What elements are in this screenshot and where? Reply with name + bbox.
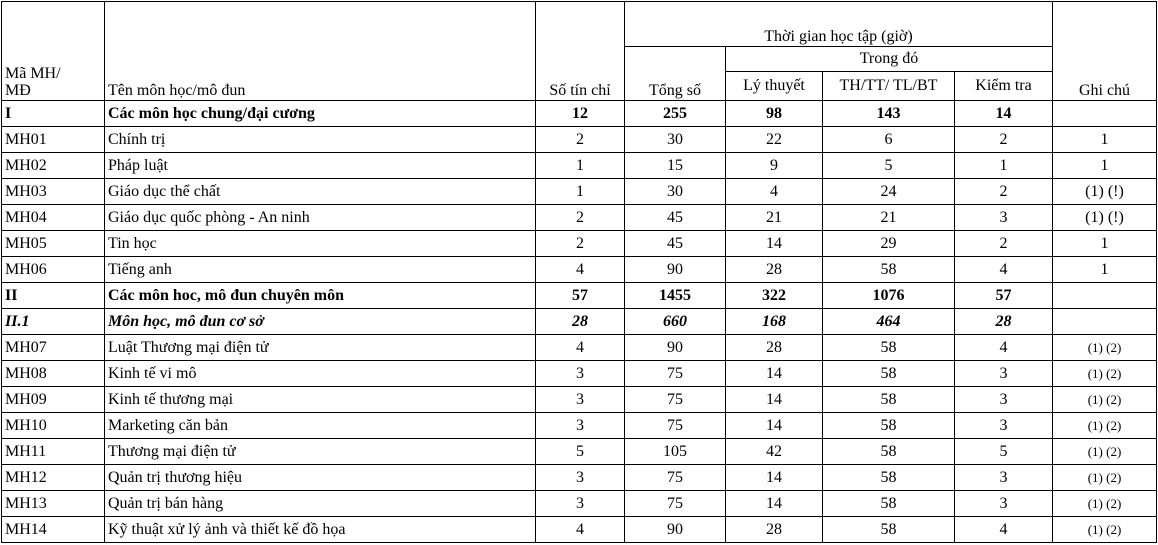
cell-exam: 3 [955,205,1053,231]
cell-note: (1) (2) [1053,361,1157,387]
cell-practice: 58 [823,361,955,387]
cell-note: (1) (2) [1053,517,1157,543]
cell-note: (1) (2) [1053,335,1157,361]
cell-practice: 58 [823,413,955,439]
cell-code: MH08 [2,361,105,387]
header-total: Tổng số [625,47,726,101]
cell-code: MH11 [2,439,105,465]
cell-total: 75 [625,387,726,413]
cell-practice: 58 [823,335,955,361]
cell-note: (1) (2) [1053,387,1157,413]
header-name: Tên môn học/mô đun [105,2,536,101]
cell-code: MH09 [2,387,105,413]
cell-theory: 21 [726,205,823,231]
cell-theory: 14 [726,491,823,517]
cell-note [1053,309,1157,335]
cell-total: 105 [625,439,726,465]
cell-credits: 3 [536,413,625,439]
cell-name: Kinh tế vi mô [105,361,536,387]
cell-name: Môn học, mô đun cơ sở [105,309,536,335]
table-body [2,101,1157,543]
cell-name: Luật Thương mại điện tử [105,335,536,361]
curriculum-table [1,1,1157,543]
cell-theory: 9 [726,153,823,179]
cell-total: 75 [625,361,726,387]
header-exam: Kiểm tra [955,72,1053,101]
header-credits: Số tín chỉ [536,2,625,101]
cell-note: 1 [1053,127,1157,153]
section-row [2,283,1157,309]
table-row [2,465,1157,491]
cell-theory: 322 [726,283,823,309]
cell-theory: 14 [726,231,823,257]
cell-exam: 57 [955,283,1053,309]
cell-practice: 143 [823,101,955,127]
cell-total: 45 [625,231,726,257]
cell-practice: 29 [823,231,955,257]
cell-credits: 1 [536,179,625,205]
cell-total: 1455 [625,283,726,309]
header-notes: Ghi chú [1053,2,1157,101]
cell-name: Marketing căn bản [105,413,536,439]
header-of-which: Trong đó [726,47,1053,72]
cell-theory: 42 [726,439,823,465]
cell-note: (1) (!) [1053,179,1157,205]
cell-exam: 4 [955,335,1053,361]
cell-practice: 6 [823,127,955,153]
cell-code: MH03 [2,179,105,205]
cell-credits: 4 [536,517,625,543]
cell-practice: 24 [823,179,955,205]
cell-practice: 58 [823,257,955,283]
header-code: Mã MH/ MĐ [2,2,105,101]
cell-name: Chính trị [105,127,536,153]
cell-total: 90 [625,257,726,283]
cell-credits: 1 [536,153,625,179]
cell-name: Quản trị thương hiệu [105,465,536,491]
cell-exam: 3 [955,465,1053,491]
cell-note: 1 [1053,231,1157,257]
table-row [2,413,1157,439]
cell-total: 255 [625,101,726,127]
cell-name: Kỹ thuật xử lý ảnh và thiết kế đồ họa [105,517,536,543]
table-row [2,491,1157,517]
cell-note: 1 [1053,257,1157,283]
cell-total: 75 [625,413,726,439]
table-row [2,231,1157,257]
cell-practice: 1076 [823,283,955,309]
cell-exam: 1 [955,153,1053,179]
cell-theory: 14 [726,387,823,413]
cell-theory: 28 [726,517,823,543]
table-row [2,179,1157,205]
section-row [2,101,1157,127]
cell-theory: 4 [726,179,823,205]
table-row [2,387,1157,413]
header-time-group: Thời gian học tập (giờ) [625,2,1053,47]
cell-total: 30 [625,127,726,153]
cell-code: I [2,101,105,127]
cell-code: MH07 [2,335,105,361]
cell-total: 45 [625,205,726,231]
table-row [2,205,1157,231]
table-row [2,517,1157,543]
cell-credits: 2 [536,205,625,231]
cell-note: (1) (2) [1053,413,1157,439]
cell-practice: 58 [823,517,955,543]
cell-practice: 58 [823,465,955,491]
cell-code: MH05 [2,231,105,257]
cell-exam: 4 [955,257,1053,283]
cell-credits: 3 [536,491,625,517]
cell-exam: 28 [955,309,1053,335]
cell-theory: 14 [726,413,823,439]
cell-name: Tiếng anh [105,257,536,283]
cell-note: 1 [1053,153,1157,179]
cell-credits: 4 [536,257,625,283]
cell-code: MH01 [2,127,105,153]
cell-code: MH12 [2,465,105,491]
header-practice: TH/TT/ TL/BT [823,72,955,101]
cell-credits: 12 [536,101,625,127]
cell-exam: 3 [955,491,1053,517]
cell-credits: 2 [536,231,625,257]
cell-practice: 5 [823,153,955,179]
cell-theory: 28 [726,257,823,283]
cell-note: (1) (2) [1053,439,1157,465]
cell-exam: 14 [955,101,1053,127]
cell-practice: 58 [823,387,955,413]
cell-total: 660 [625,309,726,335]
cell-code: MH10 [2,413,105,439]
cell-name: Các môn học chung/đại cương [105,101,536,127]
cell-note: (1) (!) [1053,205,1157,231]
table-row [2,257,1157,283]
cell-exam: 3 [955,413,1053,439]
table-row [2,335,1157,361]
table-row [2,153,1157,179]
cell-practice: 21 [823,205,955,231]
cell-exam: 2 [955,179,1053,205]
cell-name: Thương mại điện tử [105,439,536,465]
cell-code: II.1 [2,309,105,335]
cell-total: 75 [625,491,726,517]
cell-exam: 2 [955,231,1053,257]
cell-credits: 2 [536,127,625,153]
table-row [2,361,1157,387]
cell-exam: 3 [955,387,1053,413]
header-theory: Lý thuyết [726,72,823,101]
cell-code: MH02 [2,153,105,179]
cell-credits: 28 [536,309,625,335]
cell-note: (1) (2) [1053,465,1157,491]
cell-credits: 3 [536,465,625,491]
cell-note [1053,101,1157,127]
cell-code: MH14 [2,517,105,543]
cell-note [1053,283,1157,309]
cell-exam: 5 [955,439,1053,465]
cell-practice: 464 [823,309,955,335]
table-row [2,127,1157,153]
cell-name: Giáo dục thể chất [105,179,536,205]
cell-name: Tin học [105,231,536,257]
cell-credits: 3 [536,387,625,413]
cell-credits: 5 [536,439,625,465]
cell-total: 30 [625,179,726,205]
cell-code: MH04 [2,205,105,231]
cell-code: II [2,283,105,309]
cell-theory: 28 [726,335,823,361]
table-row [2,439,1157,465]
cell-code: MH06 [2,257,105,283]
cell-name: Quản trị bán hàng [105,491,536,517]
cell-credits: 3 [536,361,625,387]
cell-practice: 58 [823,491,955,517]
cell-theory: 98 [726,101,823,127]
cell-exam: 2 [955,127,1053,153]
cell-practice: 58 [823,439,955,465]
cell-exam: 3 [955,361,1053,387]
cell-name: Pháp luật [105,153,536,179]
cell-theory: 14 [726,465,823,491]
cell-credits: 57 [536,283,625,309]
cell-name: Giáo dục quốc phòng - An ninh [105,205,536,231]
cell-theory: 168 [726,309,823,335]
cell-total: 90 [625,335,726,361]
subsection-row [2,309,1157,335]
cell-credits: 4 [536,335,625,361]
cell-total: 90 [625,517,726,543]
cell-name: Kinh tế thương mại [105,387,536,413]
table-header [2,2,1157,101]
cell-total: 15 [625,153,726,179]
cell-exam: 4 [955,517,1053,543]
cell-theory: 22 [726,127,823,153]
cell-note: (1) (2) [1053,491,1157,517]
cell-name: Các môn hoc, mô đun chuyên môn [105,283,536,309]
cell-theory: 14 [726,361,823,387]
cell-code: MH13 [2,491,105,517]
cell-total: 75 [625,465,726,491]
